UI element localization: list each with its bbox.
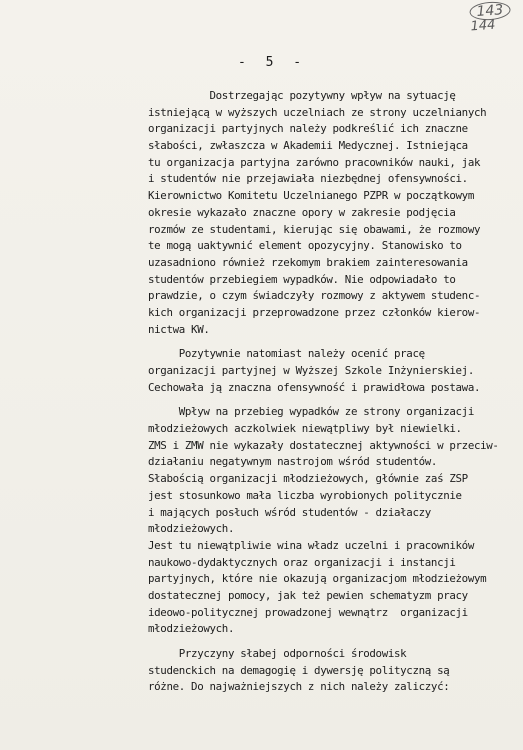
text-line: młodzieżowych aczkolwiek niewątpliwy był niewielki. — [148, 422, 462, 436]
text-line: Cechowała ją znaczna ofensywność i prawidłowa postawa. — [148, 380, 481, 394]
page-number: - 5 - — [238, 55, 308, 70]
text-line: prawdzie, o czym świadczyły rozmowy z aktywem studenc- — [148, 289, 481, 303]
paragraph — [148, 88, 518, 338]
paragraph — [148, 346, 518, 396]
paragraph-gap — [148, 396, 518, 404]
text-line: organizacji partyjnych należy podkreślić ich znaczne — [148, 122, 468, 136]
text-line: Kierownictwo Komitetu Uczelnianego PZPR w początkowym — [148, 189, 474, 203]
archive-page-number-stamp — [469, 1, 512, 35]
paragraph-gap — [148, 638, 518, 646]
text-line: studenckich na demagogię i dywersję polityczną są — [148, 663, 450, 677]
text-line: jest stosunkowo mała liczba wyrobionych politycznie — [148, 488, 462, 502]
text-line: i studentów nie przejawiała niezbędnej ofensywności. — [148, 172, 468, 186]
text-line: nictwa KW. — [148, 322, 210, 336]
text-line: młodzieżowych. — [148, 622, 235, 636]
text-line: Dostrzegając pozytywny wpływ na sytuację — [148, 89, 456, 102]
archive-number-top: 143 — [469, 1, 511, 22]
text-line: partyjnych, które nie okazują organizacjom młodzieżowym — [148, 572, 487, 586]
text-line: młodzieżowych. — [148, 522, 235, 536]
text-line: uzasadniono również rzekomym brakiem zainteresowania — [148, 255, 468, 269]
text-line: i mających posłuch wśród studentów - działaczy — [148, 505, 431, 519]
text-line: różne. Do najważniejszych z nich należy zaliczyć: — [148, 680, 450, 694]
text-line: Przyczyny słabej odporności środowisk — [148, 647, 407, 660]
text-line: okresie wykazało znaczne opory w zakresie podjęcia — [148, 205, 456, 219]
text-line: studentów przebiegiem wypadków. Nie odpowiadało to — [148, 272, 456, 286]
text-line: działaniu negatywnym nastrojom wśród studentów. — [148, 455, 438, 469]
text-line: słabości, zwłaszcza w Akademii Medycznej. Istniejąca — [148, 139, 468, 153]
text-line: Jest tu niewątpliwie wina władz uczelni i pracowników — [148, 538, 474, 552]
text-line: te mogą uaktywnić element opozycyjny. Stanowisko to — [148, 239, 462, 253]
text-line: Wpływ na przebieg wypadków ze strony organizacji — [148, 405, 474, 419]
text-line: tu organizacja partyjna zarówno pracowników nauki, jak — [148, 155, 481, 169]
text-line: Słabością organizacji młodzieżowych, głównie zaś ZSP — [148, 472, 468, 486]
text-line: naukowo-dydaktycznych oraz organizacji i instancji — [148, 555, 456, 569]
text-line: ideowo-politycznej prowadzonej wewnątrz organizacji — [148, 605, 468, 619]
text-line: Pozytywnie natomiast należy ocenić pracę — [148, 347, 425, 361]
paragraph — [148, 404, 518, 638]
paragraph-gap — [148, 338, 518, 346]
text-line: ZMS i ZMW nie wykazały dostatecznej aktywności w przeciw- — [148, 438, 499, 452]
text-line: kich organizacji przeprowadzone przez członków kierow- — [148, 305, 481, 319]
text-line: organizacji partyjnej w Wyższej Szkole Inżynierskiej. — [148, 364, 474, 377]
paragraph — [148, 646, 518, 696]
archive-number-bottom: 144 — [470, 17, 496, 35]
text-line: dostatecznej pomocy, jak też pewien schematyzm pracy — [148, 588, 468, 602]
text-line: rozmów ze studentami, kierując się obawami, że rozmowy — [148, 222, 481, 236]
document-body — [148, 88, 518, 696]
text-line: istniejącą w wyższych uczelniach ze strony uczelnianych — [148, 105, 487, 119]
